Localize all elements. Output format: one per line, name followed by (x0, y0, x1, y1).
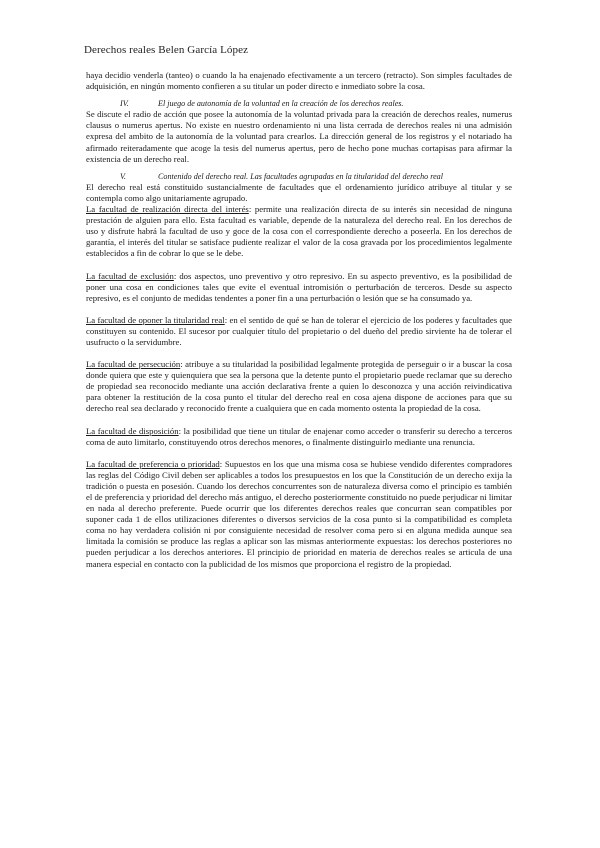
document-body (86, 70, 512, 570)
paragraph-intro: haya decidio venderla (tanteo) o cuando la ha enajenado efectivamente a un tercero (retracto). Son simples facultades de adquisición, en ningún momento confieren a su titular un poder directo e inmediato sobre la cosa. (86, 70, 512, 92)
term-text: : dos aspectos, uno preventivo y otro represivo. En su aspecto preventivo, es la posibilidad de poner una cosa en condiciones tales que evite el eventual intromisión o perturbación de terceros. Desde su aspecto represivo, es el conjunto de medidas tendentes a poner fin a una perturbación o lesión que se ha consumado ya. (86, 270, 512, 303)
term-text: : permite una realización directa de su interés sin necesidad de ninguna prestación de alguien para ello. Esta facultad es variable, depende de la naturaleza del derecho real. En los derechos de uso y disfrute habrá la facultad de uso y goce de la cosa con el correspondiente derecho a poseerla. En los derechos de garantía, el interés del titular se satisface pudiente realizar el valor de la cosa gravada por los procedimientos legalmente establecidos a fin de cobrar lo que se le debe. (86, 204, 512, 259)
section-number: V. (120, 171, 126, 181)
paragraph-autonomia: Se discute el radio de acción que posee la autonomía de la voluntad privada para la creación de derechos reales, numerus clausus o numerus apertus. No existe en nuestro ordenamiento ni una lista cerrada de derechos reales ni una admisión expresa del ambito de la autonomía de la voluntad para crearlos. La dirección general de los registros y el notariado ha afirmado reiteradamente que acoge la tesis del numerus apertus, pero de hecho pone muchas cortapisas para afirmar la existencia de un derecho real. (86, 109, 512, 164)
paragraph-exclusion (86, 271, 512, 304)
term-label: La facultad de persecución (86, 359, 181, 370)
section-heading-v (86, 171, 512, 182)
term-label: La facultad de oponer la titularidad real (86, 314, 225, 325)
section-number: IV. (120, 99, 129, 109)
paragraph-persecucion (86, 359, 512, 414)
header-author: Belen García López (158, 44, 249, 56)
paragraph-preferencia (86, 459, 512, 570)
term-label: La facultad de preferencia o prioridad (86, 458, 220, 469)
paragraph-disposicion (86, 426, 512, 448)
term-text: : la posibilidad que tiene un titular de enajenar como acceder o transferir su derecho a terceros coma de auto limitarlo, constituyendo otros derechos menores, o finalmente distinguirlo mediante una renuncia. (86, 425, 512, 447)
header-title: Derechos reales (84, 44, 156, 56)
term-text: : atribuye a su titularidad la posibilidad legalmente protegida de perseguir o ir a buscar la cosa donde quiera que este y quienquiera que sea la persona que la detente punto el propietario puede reclamar que su derecho de propiedad sea reconocido mediante una acción declarativa frente a quien lo desconozca y una acción reivindicativa para obtener la restitución de la cosa punto el titular del derecho real en cosa ajena dispone de acciones para que su derecho real sea declarado y reconocido frente a cualquiera que en cada momento ostenta la propiedad de la cosa. (86, 359, 512, 414)
section-heading-iv (86, 98, 512, 109)
paragraph-realizacion (86, 204, 512, 259)
page-header (84, 44, 248, 56)
term-label: La facultad de disposición (86, 425, 179, 436)
section-title: Contenido del derecho real. Las facultades agrupadas en la titularidad del derecho real (158, 171, 443, 181)
paragraph-contenido: El derecho real está constituido sustancialmente de facultades que el ordenamiento jurídico atribuye al titular y se contempla como algo unitariamente agrupado. (86, 181, 512, 203)
paragraph-oponer (86, 315, 512, 348)
term-text: : Supuestos en los que una misma cosa se hubiese vendido diferentes compradores las reglas del Código Civil deben ser aplicables a todos los presupuestos en los que la Constitución de un derecho exija la tradición o puesta en posesión. Cuando los derechos concurrentes son de naturaleza diversa como el principio es también el de preferencia y prioridad del derecho más antiguo, el derecho posteriormente constituido no puede perjudicar ni limitar en nada al derecho preferente. Puede ocurrir que los diferentes derechos reales que concurran sean compatibles por suponer cada 1 de ellos utilizaciones diferentes o diversos servicios de la cosa punto si la compatibilidad es completa coma no hay verdadera colisión ni por consiguiente necesidad de resolver coma pero si en alguna medida aunque sea limitada la comisión se produce las reglas a aplicar son las mismas anteriormente expuestas: los derechos posteriores no pueden perjudicar a los derechos anteriores. El principio de prioridad en materia de derechos reales se articula de una manera especial en contacto con la publicidad de los mismos que proporciona el registro de la propiedad. (86, 458, 513, 569)
term-label: La facultad de exclusión (86, 270, 174, 281)
term-label: La facultad de realización directa del interés (86, 204, 249, 215)
term-text: : en el sentido de qué se han de tolerar el ejercicio de los poderes y facultades que constituyen su contenido. El sucesor por cualquier título del propietario o del dueño del predio sirviente ha de tolerar el usufructo o la servidumbre. (86, 314, 512, 347)
section-title: El juego de autonomía de la voluntad en la creación de los derechos reales. (158, 99, 404, 109)
